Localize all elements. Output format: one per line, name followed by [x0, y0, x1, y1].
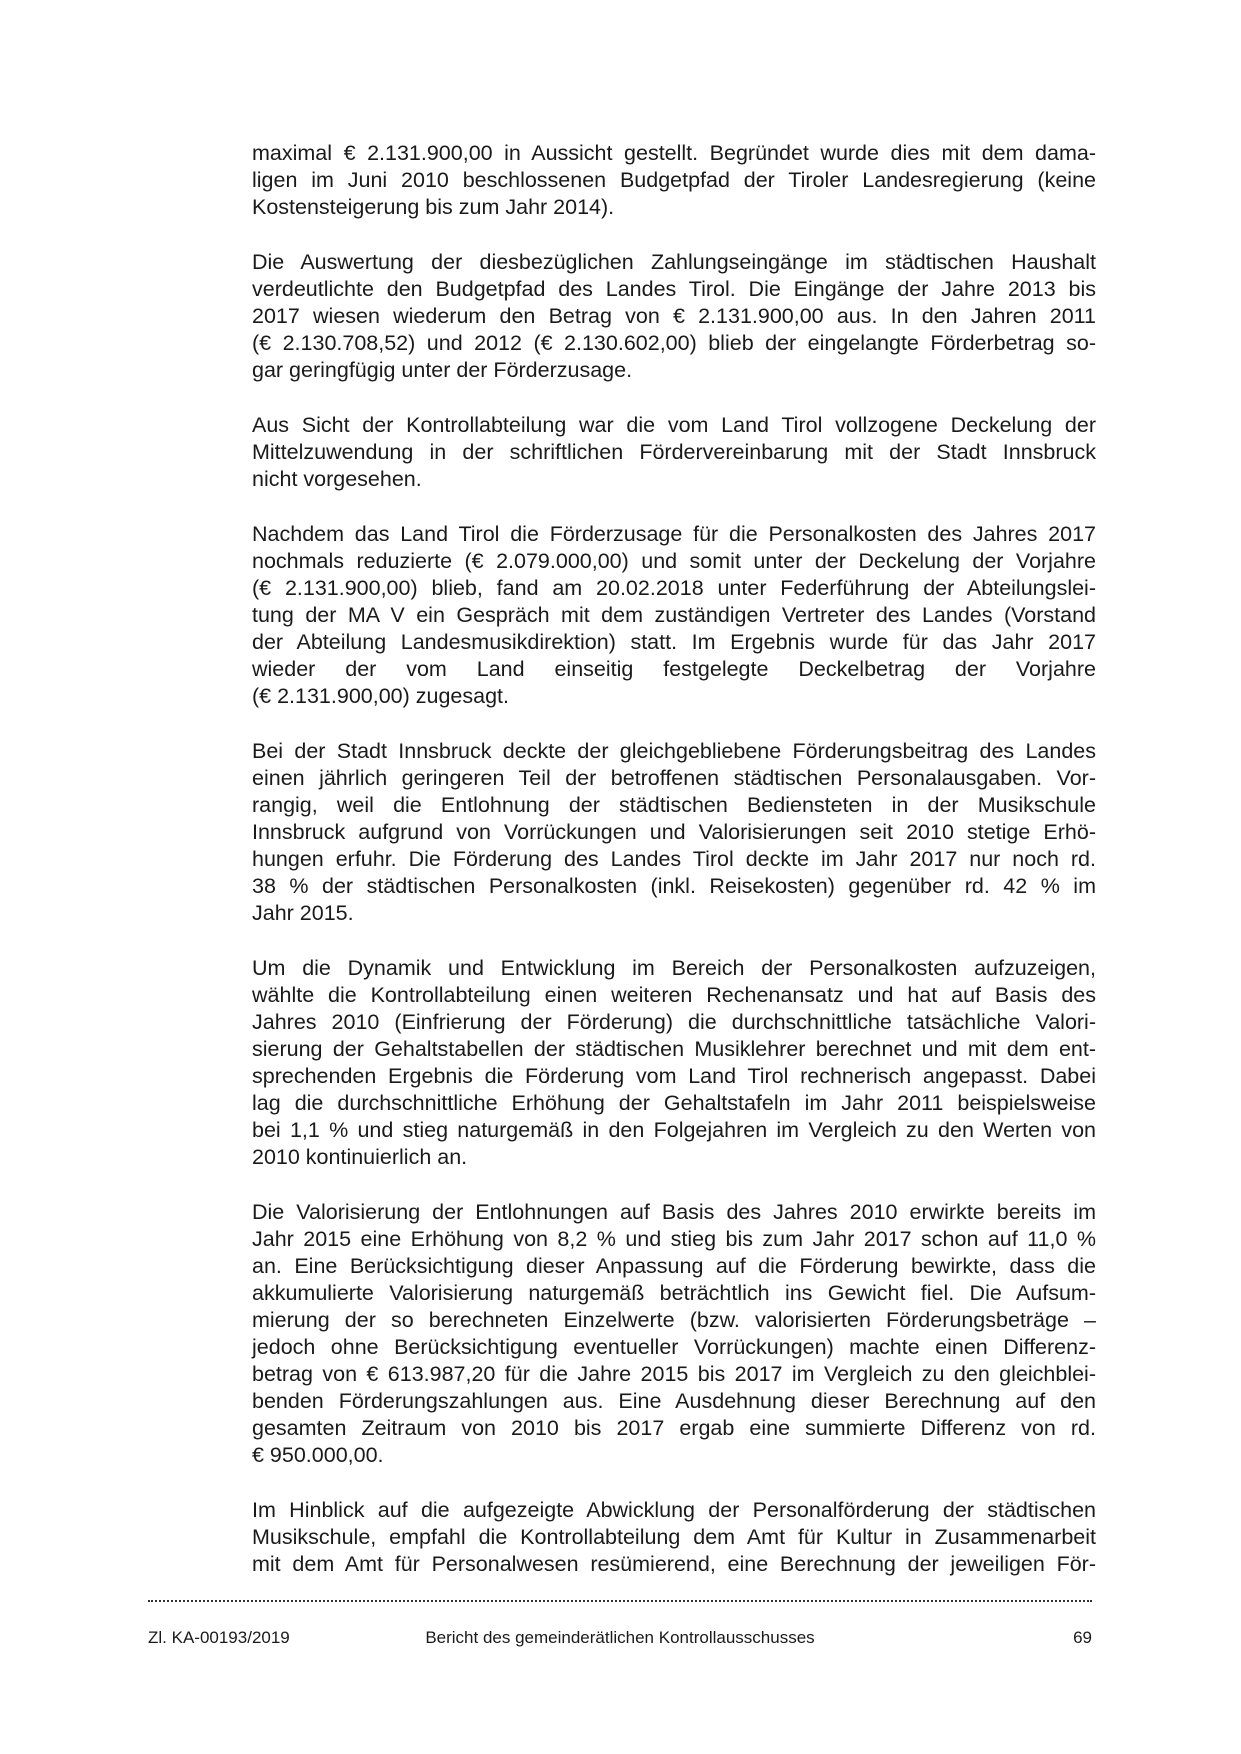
footer-report-title: Bericht des gemeinderätlichen Kontrollausschusses	[425, 1628, 815, 1647]
paragraph-2	[252, 249, 1096, 384]
text-line: Bei der Stadt Innsbruck deckte der gleichgebliebene Förderungsbeitrag des Landes	[252, 739, 1096, 763]
text-line: Innsbruck aufgrund von Vorrückungen und Valorisierungen seit 2010 stetige Erhö-	[252, 820, 1096, 844]
text-line: sprechenden Ergebnis die Förderung vom Land Tirol rechnerisch angepasst. Dabei	[252, 1064, 1096, 1088]
paragraph-3	[252, 412, 1096, 493]
text-line: nicht vorgesehen.	[252, 467, 422, 491]
text-line: Mittelzuwendung in der schriftlichen Fördervereinbarung mit der Stadt Innsbruck	[252, 440, 1096, 464]
text-line: jedoch ohne Berücksichtigung eventueller Vorrückungen) machte einen Differenz-	[252, 1335, 1096, 1359]
paragraph-5	[252, 738, 1096, 927]
footer-page-number: 69	[1073, 1628, 1092, 1647]
text-line: Aus Sicht der Kontrollabteilung war die vom Land Tirol vollzogene Deckelung der	[252, 413, 1096, 437]
text-line: verdeutlichte den Budgetpfad des Landes Tirol. Die Eingänge der Jahre 2013 bis	[252, 277, 1096, 301]
text-line: benden Förderungszahlungen aus. Eine Ausdehnung dieser Berechnung auf den	[252, 1389, 1096, 1413]
page-body	[252, 140, 1096, 1606]
text-line: Jahr 2015 eine Erhöhung von 8,2 % und stieg bis zum Jahr 2017 schon auf 11,0 %	[252, 1227, 1096, 1251]
page-footer	[148, 1626, 1092, 1650]
text-line: lag die durchschnittliche Erhöhung der Gehaltstafeln im Jahr 2011 beispielsweise	[252, 1091, 1096, 1115]
text-line: (€ 2.130.708,52) und 2012 (€ 2.130.602,00) blieb der eingelangte Förderbetrag so-	[252, 331, 1096, 355]
text-line: maximal € 2.131.900,00 in Aussicht gestellt. Begründet wurde dies mit dem dama-	[252, 141, 1096, 165]
text-line: Musikschule, empfahl die Kontrollabteilung dem Amt für Kultur in Zusammenarbeit	[252, 1525, 1096, 1549]
text-line: ligen im Juni 2010 beschlossenen Budgetpfad der Tiroler Landesregierung (keine	[252, 168, 1096, 192]
text-line: Die Valorisierung der Entlohnungen auf Basis des Jahres 2010 erwirkte bereits im	[252, 1200, 1096, 1224]
paragraph-1	[252, 140, 1096, 221]
text-line: wieder der vom Land einseitig festgelegte Deckelbetrag der Vorjahre	[252, 657, 1096, 681]
text-line: tung der MA V ein Gespräch mit dem zuständigen Vertreter des Landes (Vorstand	[252, 603, 1096, 627]
text-line: mierung der so berechneten Einzelwerte (bzw. valorisierten Förderungsbeträge –	[252, 1308, 1096, 1332]
text-line: Jahres 2010 (Einfrierung der Förderung) die durchschnittliche tatsächliche Valori-	[252, 1010, 1096, 1034]
text-line: bei 1,1 % und stieg naturgemäß in den Folgejahren im Vergleich zu den Werten von	[252, 1118, 1096, 1142]
text-line: Nachdem das Land Tirol die Förderzusage für die Personalkosten des Jahres 2017	[252, 522, 1096, 546]
text-line: nochmals reduzierte (€ 2.079.000,00) und somit unter der Deckelung der Vorjahre	[252, 549, 1096, 573]
paragraph-7	[252, 1199, 1096, 1469]
text-line: Die Auswertung der diesbezüglichen Zahlungseingänge im städtischen Haushalt	[252, 250, 1096, 274]
text-line: € 950.000,00.	[252, 1443, 384, 1467]
text-line: (€ 2.131.900,00) zugesagt.	[252, 684, 509, 708]
text-line: Kostensteigerung bis zum Jahr 2014).	[252, 195, 615, 219]
text-line: der Abteilung Landesmusikdirektion) statt. Im Ergebnis wurde für das Jahr 2017	[252, 630, 1096, 654]
text-line: wählte die Kontrollabteilung einen weiteren Rechenansatz und hat auf Basis des	[252, 983, 1096, 1007]
paragraph-4	[252, 521, 1096, 710]
paragraph-6	[252, 955, 1096, 1171]
paragraph-8	[252, 1497, 1096, 1578]
text-line: 2017 wiesen wiederum den Betrag von € 2.131.900,00 aus. In den Jahren 2011	[252, 304, 1096, 328]
text-line: 2010 kontinuierlich an.	[252, 1145, 468, 1169]
text-line: (€ 2.131.900,00) blieb, fand am 20.02.2018 unter Federführung der Abteilungslei-	[252, 576, 1096, 600]
text-line: sierung der Gehaltstabellen der städtischen Musiklehrer berechnet und mit dem ent-	[252, 1037, 1096, 1061]
text-line: einen jährlich geringeren Teil der betroffenen städtischen Personalausgaben. Vor-	[252, 766, 1096, 790]
text-line: hungen erfuhr. Die Förderung des Landes Tirol deckte im Jahr 2017 nur noch rd.	[252, 847, 1096, 871]
text-line: rangig, weil die Entlohnung der städtischen Bediensteten in der Musikschule	[252, 793, 1096, 817]
text-line: Um die Dynamik und Entwicklung im Bereich der Personalkosten aufzuzeigen,	[252, 956, 1096, 980]
text-line: Im Hinblick auf die aufgezeigte Abwicklung der Personalförderung der städtischen	[252, 1498, 1096, 1522]
text-line: akkumulierte Valorisierung naturgemäß beträchtlich ins Gewicht fiel. Die Aufsum-	[252, 1281, 1096, 1305]
text-line: Jahr 2015.	[252, 901, 354, 925]
text-line: gesamten Zeitraum von 2010 bis 2017 ergab eine summierte Differenz von rd.	[252, 1416, 1096, 1440]
text-line: 38 % der städtischen Personalkosten (inkl. Reisekosten) gegenüber rd. 42 % im	[252, 874, 1096, 898]
text-line: an. Eine Berücksichtigung dieser Anpassung auf die Förderung bewirkte, dass die	[252, 1254, 1096, 1278]
text-line: gar geringfügig unter der Förderzusage.	[252, 358, 633, 382]
text-line: mit dem Amt für Personalwesen resümierend, eine Berechnung der jeweiligen För-	[252, 1552, 1096, 1576]
footer-reference-number: Zl. KA-00193/2019	[148, 1628, 290, 1647]
footer-divider	[148, 1600, 1092, 1602]
text-line: betrag von € 613.987,20 für die Jahre 2015 bis 2017 im Vergleich zu den gleichblei-	[252, 1362, 1096, 1386]
